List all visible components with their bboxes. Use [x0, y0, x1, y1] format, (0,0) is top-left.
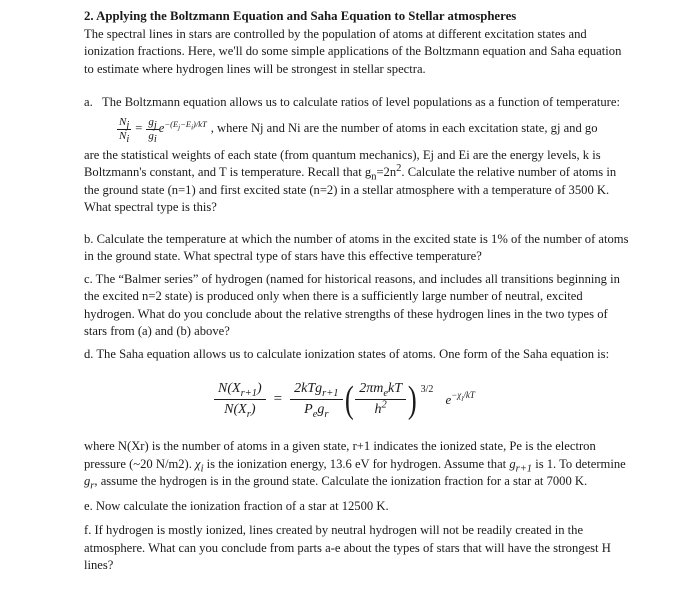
equals-sign: =: [135, 121, 143, 136]
intro-paragraph: The spectral lines in stars are controlled by the population of atoms at different excitation states and ionization fractions. Here, we'll do some simple applications of the Boltzmann equation and Saha equation to estimate where hydrogen lines will be strongest in stellar spectra.: [84, 26, 622, 76]
ionization-ratio: $\frac{N(X_{r+1})}{N(X_r)}$: [214, 379, 266, 420]
part-a-text: The Boltzmann equation allows us to calculate ratios of level populations as a function of temperature:: [102, 95, 620, 109]
boltzmann-equation: [117, 116, 630, 143]
part-b: b. Calculate the temperature at which the number of atoms in the excited state is 1% of the number of atoms in the ground state. What spectral type of stars have this effective temperature?: [84, 231, 629, 263]
part-a: [84, 94, 630, 217]
part-a-label: a.: [84, 95, 93, 109]
part-d-question: d. The Saha equation allows us to calculate ionization states of atoms. One form of the Saha equation is:: [84, 346, 610, 361]
thermal-term: $\frac{2\pi m_ekT}{h^2}$: [355, 379, 406, 420]
weight-ratio: $\frac{g_j}{g_i}$: [148, 115, 157, 145]
open-paren: (: [344, 378, 354, 421]
close-paren: ): [407, 378, 417, 421]
problem-title: 2. Applying the Boltzmann Equation and Saha Equation to Stellar atmospheres: [84, 9, 517, 23]
exponential-term: $e^{-\chi_i/kT}$: [445, 390, 475, 407]
saha-equation: [214, 379, 630, 420]
pressure-term: $\frac{2kTg_{r+1}}{P_eg_r}$: [290, 379, 342, 420]
equals-sign: =: [273, 390, 283, 407]
equation-description: , where Nj and Ni are the number of atoms in each excitation state, gj and go: [210, 121, 598, 136]
part-d-explanation: where N(Xr) is the number of atoms in a given state, r+1 indicates the ionized state, Pe is the electron pressure (~20 N/m2). $\chi_i$ is the ionization energy, 13.6 eV for hydrogen. Assume that $g_{r+1}$ is 1. To determine $g_r$, assume the hydrogen is in the ground state. Calculate the ionization fraction for a star at 7000 K.: [84, 439, 626, 492]
part-a-continuation: are the statistical weights of each state (from quantum mechanics), Ej and Ei are the energy levels, k is Boltzmann's constant, and T is temperature. Recall that $g_n=2n^2$. Calculate the relative number of atoms in the ground state (n=1) and first excited state (n=2) in a stellar atmosphere with a temperature of 3500 K. What spectral type is this?: [84, 147, 617, 214]
exponential-term: $e^{-(E_j-E_i)/kT}$: [158, 119, 207, 136]
part-c: c. The “Balmer series” of hydrogen (named for historical reasons, and includes all transitions beginning in the excited n=2 state) is produced only when there is a sufficiently large number of neutral, excited hydrogen. What do you conclude about the relative strengths of these hydrogen lines in the two types of stars from (a) and (b) above?: [84, 271, 620, 338]
population-ratio: $\frac{N_j}{N_i}$: [119, 115, 130, 145]
part-f: f. If hydrogen is mostly ionized, lines created by neutral hydrogen will not be readily created in the atmosphere. What can you conclude from parts a-e about the types of stars that will have the strongest H lines?: [84, 523, 611, 572]
part-a-question: [84, 94, 630, 112]
part-e: e. Now calculate the ionization fraction of a star at 12500 K.: [84, 498, 389, 513]
power-three-halves: 3/2: [420, 384, 434, 395]
